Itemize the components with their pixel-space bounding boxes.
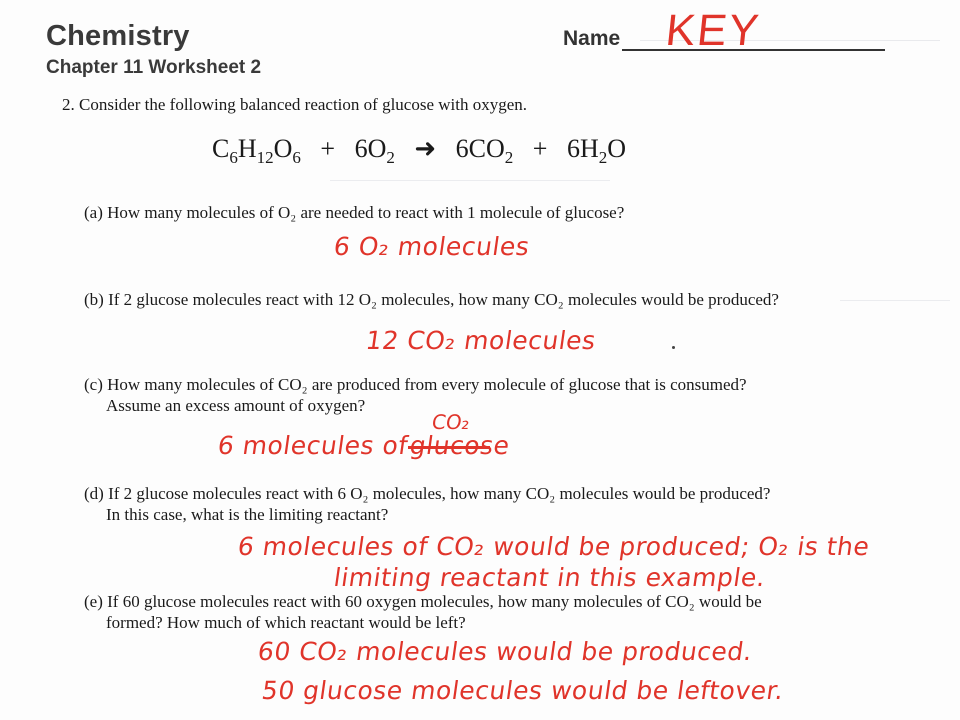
answer-c-correction: CO₂ <box>430 410 472 434</box>
strikethrough-mark <box>408 446 490 449</box>
bleed-through-texture <box>840 300 950 301</box>
answer-c: 6 molecules of <box>215 431 410 460</box>
question-d-line2: In this case, what is the limiting reactant? <box>106 505 389 524</box>
answer-c-struck-word: glucose <box>407 431 512 460</box>
answer-b: 12 CO₂ molecules <box>363 326 598 355</box>
question-c-line2: Assume an excess amount of oxygen? <box>106 396 366 415</box>
question-d-line1: (d) If 2 glucose molecules react with 6 O₂ molecules, how many CO₂ molecules would be produced? <box>84 484 771 503</box>
page-title: Chemistry <box>46 20 190 52</box>
answer-d-line2: limiting reactant in this example. <box>331 563 768 592</box>
name-value-handwritten: KEY <box>663 6 763 55</box>
answer-e-line1: 60 CO₂ molecules would be produced. <box>255 637 755 666</box>
page-subtitle: Chapter 11 Worksheet 2 <box>46 57 262 78</box>
question-e-line2: formed? How much of which reactant would be left? <box>106 613 466 632</box>
name-label: Name <box>563 27 621 50</box>
answer-a: 6 O₂ molecules <box>331 232 532 261</box>
chemical-equation: $C_6H_{12}O_6 + 6O_2$ ➜ $6CO_2 + 6H_2O$ <box>212 134 627 167</box>
question-c-line1: (c) How many molecules of CO₂ are produced from every molecule of glucose that is consumed? <box>84 375 747 394</box>
reaction-arrow-icon: ➜ <box>414 134 437 163</box>
problem-prompt: 2. Consider the following balanced reaction of glucose with oxygen. <box>62 95 528 114</box>
question-b: (b) If 2 glucose molecules react with 12 O₂ molecules, how many CO₂ molecules would be produced? <box>84 290 779 309</box>
answer-e-line2: 50 glucose molecules would be leftover. <box>259 676 786 705</box>
question-a: (a) How many molecules of O₂ are needed to react with 1 molecule of glucose? <box>84 203 625 222</box>
question-e-line1: (e) If 60 glucose molecules react with 60 oxygen molecules, how many molecules of CO₂ would be <box>84 592 762 611</box>
stray-mark <box>672 346 675 349</box>
answer-d-line1: 6 molecules of CO₂ would be produced; O₂ is the <box>235 532 872 561</box>
bleed-through-texture <box>330 180 610 181</box>
